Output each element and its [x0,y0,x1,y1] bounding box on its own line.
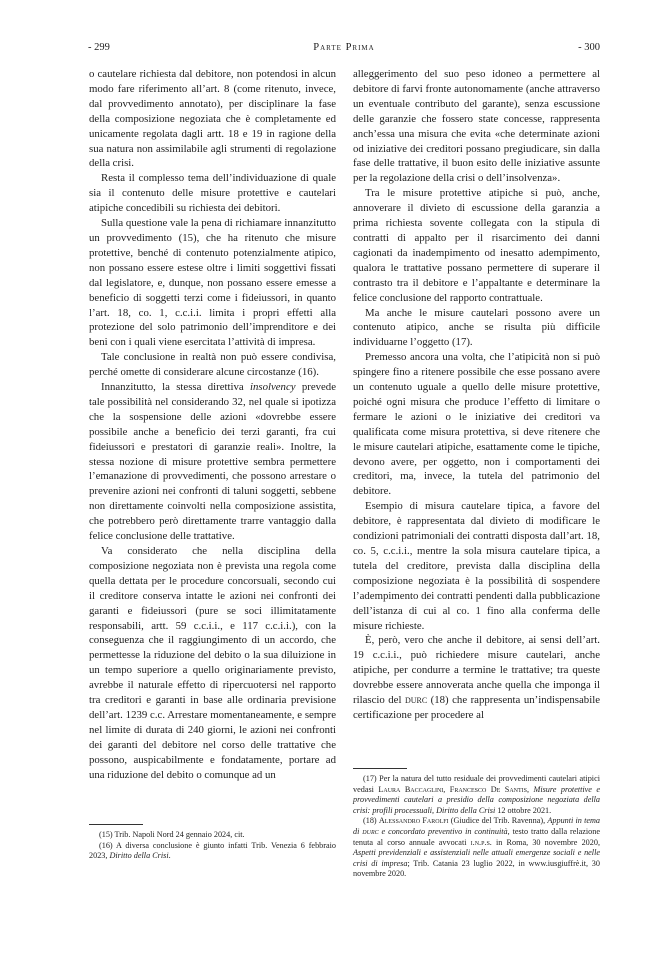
page-number-right: - 300 [578,42,600,53]
paragraph: Tale conclusione in realtà non può essere condivisa, perché omette di considerare alcune circostanze (16). [89,351,336,379]
right-footnotes [353,768,600,880]
text-run: in Roma, 30 novembre 2020, [491,837,600,847]
text-run-smallcaps: Alessandro Farolfi [378,816,449,826]
text-run-italic: insolvency [249,381,296,394]
right-column [353,67,600,723]
text-run: È, però, vero che anche il debitore, ai sensi dell’art. 19 c.c.i.i., può richiedere misure cautelari, anche atipiche, per condurre a termine le trattative; tra queste dovrebbe essere annoverata anche quella che imponga il rilascio del [353,634,600,707]
paragraph: Tra le misure protettive atipiche si può, anche, annoverare il divieto di escussione della garanzia a prima richiesta sovente collegata con la stipula di contratti di appalto per il risarcimento dei danni cagionati da inadempimento od inesatto adempimento, qualora le trattative possano permettere di superare il contrasto tra il debitore e l’appaltante e determinare la felice conclusione del rapporto contrattuale. [353,187,600,304]
text-run: , testo tratto dalla relazione tenuta al corso annuale avvocati [353,826,600,847]
text-run: . [168,851,171,861]
text-run: , [527,784,534,794]
text-run: Innanzitutto, la stessa direttiva [101,381,250,394]
text-run-italic: Appunti in tema di [353,816,601,836]
paragraph: alleggerimento del suo peso idoneo a permettere al debitore di farvi fronte autonomamente (anche attraverso un eventuale contributo del garante), senza escussione delle garanzie che fossero state concesse, rappresenta anch’essa una misura che evita «che determinate azioni od iniziative dei creditori possano pregiudicare, sin dalla fase delle trattative, il buon esito delle iniziative assunte per la regolazione della crisi o dell’insolvenza». [353,68,600,185]
text-run: (18) [363,816,379,826]
page-number-left: - 299 [88,42,110,53]
text-run: ; Trib. Catania 23 luglio 2022, in www.iusgiuffrè.it, 30 novembre 2020. [353,858,600,879]
text-run-italic: e concordato preventivo in continuità [378,826,508,836]
text-run: (16) A diversa conclusione è giunto infatti Trib. Venezia 6 febbraio 2023, [89,840,336,861]
text-run-italic: Aspetti previdenziali e assistenziali nelle attuali emergenze sociali e nelle crisi di impresa [353,848,600,868]
footnote-17 [353,774,600,816]
paragraph: Va considerato che nella disciplina della composizione negoziata non è prevista una regola come quella dettata per le procedure concorsuali, secondo cui il creditore conserva intatte le azioni nei confronti dei garanti e fideiussori (pure se soci illimitatamente responsabili, artt. 59 c.c.i.i., e 117 c.c.i.i.), con la conseguenza che il raggiungimento di un accordo, che permettesse la riduzione del debito o la sua diluizione in un tempo superiore a quello originariamente previsto, avrebbe il naturale effetto di ripercuotersi nel rapporto tra creditori e garanti in base alle ordinaria previsione dell’art. 1239 c.c. Arrestare momentaneamente, e sempre nel limite di durata di 240 giorni, le azioni nei confronti dei garanti del debitore nel corso delle trattative che possono, auspicabilmente e fondatamente, portare ad una riduzione del debito o comunque ad un [89,545,336,781]
text-run-italic: Diritto della Crisi [109,851,169,861]
text-run: 12 ottobre 2021. [495,805,552,815]
paragraph: o cautelare richiesta dal debitore, non potendosi in alcun modo fare riferimento all’art. 8 (come ritenuto, invece, dal provvedimento annotato), per disciplinare la fase della composizione negoziata che è completamente ed unicamente regolata dagli artt. 18 e 19 in ragione della sua natura non assimilabile agli strumenti di regolazione della crisi. [89,68,336,170]
text-run-italic: Misure protettive e provvedimenti cautelari a presidio della composizione negoziata della crisi: profili processuali, Diritto della Crisi [353,784,600,815]
paragraph: Esempio di misura cautelare tipica, a favore del debitore, è rappresentata dal divieto di modificare le condizioni patrimoniali dei contratti disposta dall’art. 18, co. 5, c.c.i.i., mentre la sola misura cautelare tipica, a tutela del creditore, prevista dalla disciplina della composizione negoziata è la possibilità di sospendere l’adempimento dei contratti pendenti dalla pubblicazione dell’istanza di cui al co. 1 fino alla conferma delle misure richieste. [353,500,600,632]
text-run: (17) Per la natura del tutto residuale dei provvedimenti cautelari atipici vedasi [353,774,600,794]
left-column [89,67,336,783]
left-footnotes [89,824,336,862]
footnote-divider [89,824,143,825]
paragraph [353,633,600,722]
text-run: (Giudice del Trib. Ravenna), [448,816,548,826]
footnote-16 [89,841,336,862]
text-run-smallcaps: i.n.p.s. [470,837,492,847]
paragraph: Resta il complesso tema dell’individuazione di quale sia il contenuto delle misure protettive e cautelari atipiche concedibili su richiesta dei debitori. [89,172,336,215]
paragraph: Sulla questione vale la pena di richiamare innanzitutto un provvedimento (15), che ha ritenuto che misure protettive, benché di contenuto potenzialmente atipico, non possano essere estese oltre i limiti soggettivi fissati dal legislatore, e, dunque, non possano essere emesse a beneficio di soggetti terzi come i fideiussori, in quanto l’art. 18, co. 1, c.c.i.i. limita i propri effetti alla protezione del solo patrimonio dell’imprenditore e dei beni con i quali viene esercitata l’attività di impresa. [89,217,336,349]
footnote-divider [353,768,407,769]
text-run: (18) che rappresenta un’indispensabile certificazione per procedere al [353,694,600,721]
text-run-smallcaps: durc [404,694,428,707]
paragraph: Ma anche le misure cautelari possono avere un contenuto atipico, anche se risulta più difficile individuarne l’oggetto (17). [353,306,600,349]
paragraph: Premesso ancora una volta, che l’atipicità non si può spingere fino a ritenere possibile che esse possano avere un contenuto uguale a quello delle misure protettive, poiché ogni misura che produce l’effetto di limitare o fermare le azioni o le iniziative dei creditori va qualificata come misura protettiva, si deve ritenere che le misure cautelari atipiche, esattamente come le tipiche, devono avere, per oggetto, non i comportamenti dei creditori, ma, invece, la tutela del patrimonio del debitore. [353,351,600,498]
text-run-smallcaps: Laura Baccaglini, Francesco De Santis [378,784,528,794]
text-run: prevede tale possibilità nel considerando 32, nel quale si ipotizza che la sospensione delle azioni «dovrebbe essere possibile anche a beneficio dei terzi garanti, fra cui fideiussori e prestatori di garanzie reali». Inoltre, la stessa nozione di misure protettive sembra permettere l’emanazione di provvedimenti, che possono arrestare o prevenire azioni nei confronti di taluni soggetti, sebbene non direttamente coinvolti nella composizione assistita, che potrebbero però direttamente trarre vantaggio dalla felice conclusione delle trattative. [89,381,336,543]
text-run-italic-smallcaps: durc [362,826,379,836]
running-header [88,42,600,56]
footnote-18 [353,816,600,880]
footnote-15: (15) Trib. Napoli Nord 24 gennaio 2024, cit. [99,830,245,839]
paragraph [89,380,336,544]
running-title: Parte Prima [313,42,375,53]
